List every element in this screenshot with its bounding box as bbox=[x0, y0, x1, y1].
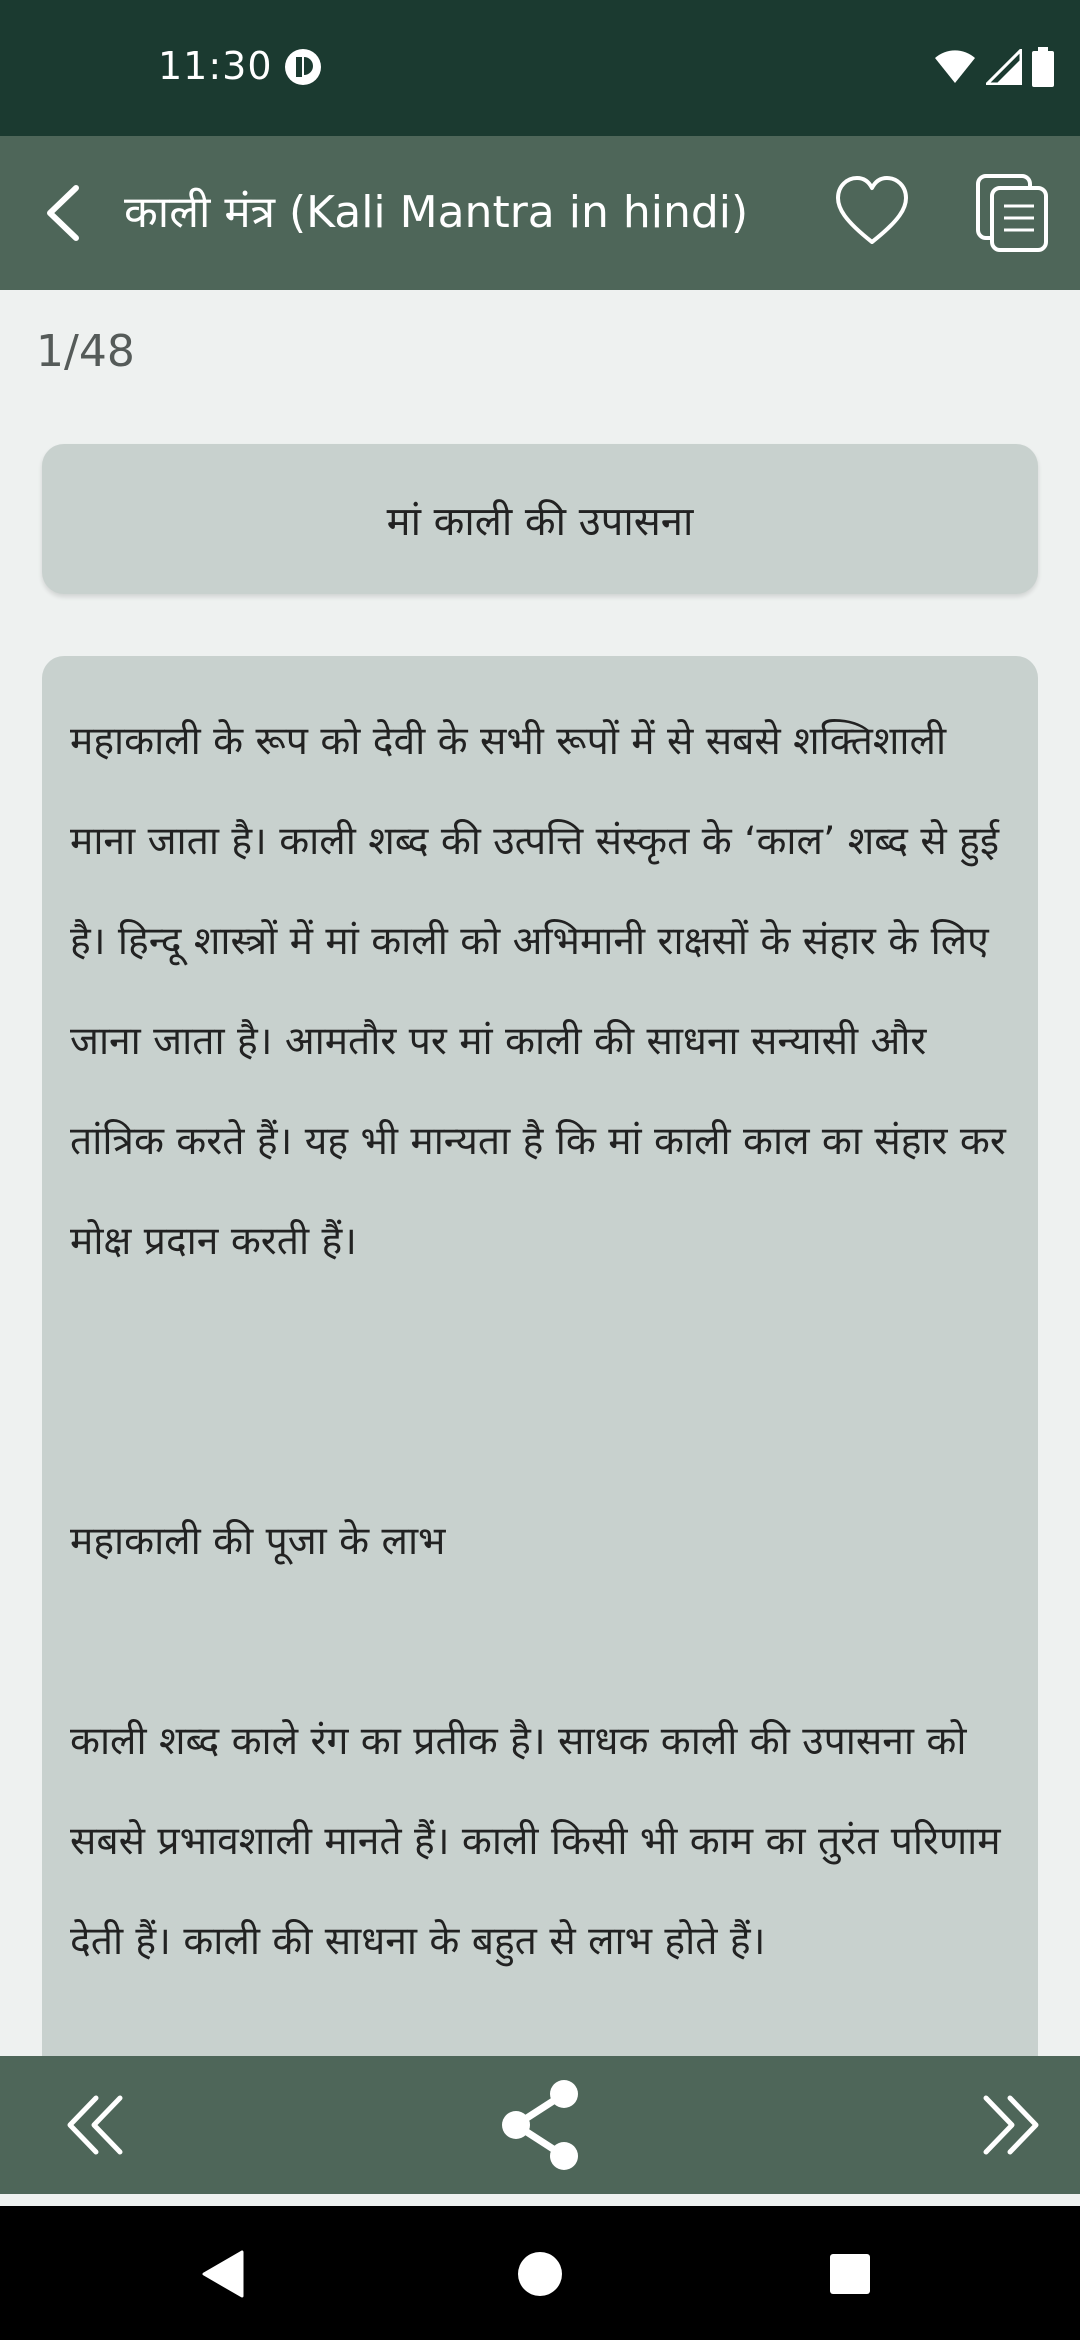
bottom-bar bbox=[0, 2056, 1080, 2194]
nav-back-icon[interactable] bbox=[200, 2250, 246, 2298]
nav-recents-icon[interactable] bbox=[830, 2254, 870, 2294]
app-notification-icon bbox=[284, 48, 322, 86]
content-paragraph: काली शब्द काले रंग का प्रतीक है। साधक काली की उपासना को सबसे प्रभावशाली मानते हैं। काली किसी भी काम का तुरंत परिणाम देती हैं। काली की साधना के बहुत से लाभ होते हैं। bbox=[70, 1719, 1001, 1964]
status-time: 11:30 bbox=[158, 44, 273, 88]
wifi-icon bbox=[934, 50, 976, 84]
content-subheading: महाकाली की पूजा के लाभ bbox=[70, 1519, 446, 1564]
status-bar bbox=[0, 0, 1080, 136]
battery-icon bbox=[1032, 47, 1054, 87]
heading-card bbox=[42, 444, 1038, 594]
system-navigation-bar bbox=[0, 2206, 1080, 2340]
content-paragraph: महाकाली के रूप को देवी के सभी रूपों में से सबसे शक्तिशाली माना जाता है। काली शब्द की उत्पत्ति संस्कृत के ‘काल’ शब्द से हुई है। हिन्दू शास्त्रों में मां काली को अभिमानी राक्षसों के संहार के लिए जाना जाता है। आमतौर पर मां काली की साधना सन्यासी और तांत्रिक करते हैं। यह भी मान्यता है कि मां काली काल का संहार कर मोक्ष प्रदान करती हैं। bbox=[70, 719, 1006, 1264]
page-counter: 1/48 bbox=[36, 326, 135, 377]
paragraph-spacer bbox=[70, 1292, 1010, 1492]
mantra-heading: मां काली की उपासना bbox=[386, 498, 694, 545]
nav-gap bbox=[0, 2194, 1080, 2206]
back-arrow-icon[interactable] bbox=[36, 178, 96, 248]
content-card[interactable] bbox=[42, 656, 1038, 2056]
double-chevron-left-icon[interactable] bbox=[60, 2088, 134, 2162]
paragraph-spacer bbox=[70, 1592, 1010, 1692]
heart-icon[interactable] bbox=[834, 172, 910, 254]
share-icon[interactable] bbox=[498, 2078, 582, 2172]
double-chevron-right-icon[interactable] bbox=[972, 2088, 1046, 2162]
copy-icon[interactable] bbox=[974, 172, 1050, 254]
nav-home-icon[interactable] bbox=[518, 2252, 562, 2296]
app-bar bbox=[0, 136, 1080, 290]
page-title: काली मंत्र (Kali Mantra in hindi) bbox=[124, 187, 749, 238]
status-icons bbox=[934, 46, 1054, 88]
signal-icon bbox=[986, 49, 1022, 85]
